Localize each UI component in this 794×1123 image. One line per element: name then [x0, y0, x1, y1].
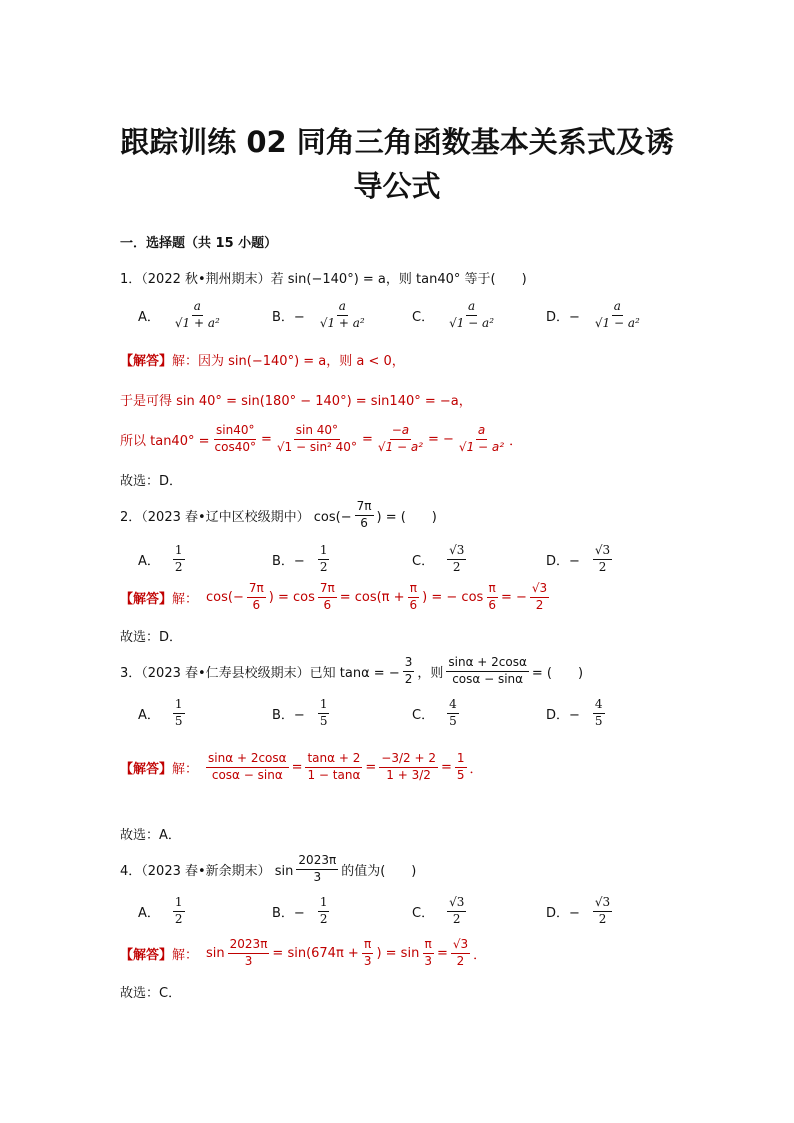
- option-label: D．−: [546, 905, 580, 921]
- q1-solution-line3: [120, 424, 522, 455]
- frac-den: 5: [594, 713, 603, 728]
- frac-num: 1: [173, 896, 185, 912]
- frac-num: √3: [593, 896, 612, 912]
- frac-num: √3: [447, 896, 466, 912]
- frac-den: 2: [319, 559, 328, 574]
- stem-text: ) = ( ): [376, 509, 437, 525]
- page-title-line2: 导公式: [353, 169, 441, 203]
- frac-den: 5: [174, 713, 183, 728]
- frac-num: a: [192, 300, 203, 316]
- frac-num: sin40°: [214, 424, 256, 440]
- frac-num: tanα + 2: [305, 752, 362, 768]
- math-text: =: [436, 945, 448, 961]
- q4-option-a: [138, 896, 188, 927]
- q4-option-c: [412, 896, 469, 927]
- option-label: B．−: [272, 905, 305, 921]
- frac-den: 1 + 3/2: [386, 767, 431, 782]
- frac-num: π: [408, 582, 419, 598]
- frac-num: a: [466, 300, 477, 316]
- frac-den: cosα − sinα: [211, 767, 283, 782]
- frac-num: π: [362, 938, 373, 954]
- solution-prefix: 解：: [172, 761, 199, 777]
- frac-den: √1 − a²: [449, 315, 495, 330]
- q3-solution: [120, 752, 483, 783]
- solution-tag: 【解答】: [120, 947, 173, 963]
- option-label: D．−: [546, 707, 580, 723]
- option-label: B．−: [272, 309, 305, 325]
- frac-num: a: [337, 300, 348, 316]
- option-label: A．: [138, 553, 160, 569]
- option-label: D．−: [546, 553, 580, 569]
- q4-answer: 故选：C．: [120, 986, 182, 1001]
- q1-option-a: [138, 300, 225, 331]
- frac-num: −3/2 + 2: [379, 752, 438, 768]
- stem-text: 3．（2023 春•仁寿县校级期末）已知 tanα = −: [120, 665, 400, 681]
- q4-solution: [120, 938, 486, 969]
- q1-option-d: [546, 300, 645, 331]
- math-text: sin: [206, 945, 225, 961]
- section-heading: 一．选择题（共 15 小题）: [120, 236, 278, 251]
- frac-den: 3: [244, 953, 253, 968]
- q2-option-a: [138, 544, 188, 575]
- frac-den: 2: [452, 911, 461, 926]
- frac-num: 7π: [247, 582, 266, 598]
- solution-tag: 【解答】: [120, 354, 173, 369]
- option-label: D．−: [546, 309, 580, 325]
- math-text: = sin(674π +: [272, 945, 359, 961]
- q4-stem: [120, 854, 416, 885]
- frac-den: √1 − sin² 40°: [276, 439, 357, 454]
- solution-prefix: 解：: [172, 591, 199, 607]
- equals: =: [260, 431, 272, 447]
- q2-option-b: [272, 544, 332, 575]
- q4-option-d: [546, 896, 615, 927]
- equals: =: [291, 759, 303, 775]
- frac-num: 4: [447, 698, 459, 714]
- frac-num: 7π: [318, 582, 337, 598]
- option-label: C．: [412, 309, 435, 325]
- solution-prefix: 解：: [172, 354, 199, 369]
- option-label: C．: [412, 707, 435, 723]
- frac-den: 2: [319, 911, 328, 926]
- frac-den: 2: [598, 559, 607, 574]
- frac-num: 2023π: [296, 854, 338, 870]
- frac-num: sinα + 2cosα: [206, 752, 289, 768]
- frac-num: 3: [403, 656, 415, 672]
- frac-den: 5: [456, 767, 465, 782]
- math-text: ) = cos: [268, 589, 315, 605]
- q2-stem: [120, 500, 437, 531]
- frac-num: √3: [530, 582, 549, 598]
- frac-num: √3: [451, 938, 470, 954]
- frac-num: 1: [318, 698, 330, 714]
- frac-den: √1 − a²: [377, 439, 423, 454]
- frac-den: 2: [456, 953, 465, 968]
- solution-text: 因为 sin(−140°) = a，则 a < 0，: [198, 354, 405, 369]
- math-text: ) = − cos: [422, 589, 484, 605]
- frac-den: 6: [252, 597, 261, 612]
- frac-num: 1: [318, 896, 330, 912]
- equals: =: [361, 431, 373, 447]
- math-text: cos(−: [206, 589, 244, 605]
- frac-den: cos40°: [214, 439, 256, 454]
- q2-option-d: [546, 544, 615, 575]
- frac-den: 2: [174, 559, 183, 574]
- frac-num: sinα + 2cosα: [446, 656, 529, 672]
- q3-option-d: [546, 698, 608, 729]
- frac-num: 7π: [355, 500, 374, 516]
- q1-option-c: [412, 300, 499, 331]
- equals: =: [440, 759, 452, 775]
- q1-solution-line2: 于是可得 sin 40° = sin(180° − 140°) = sin140° = −a，: [120, 394, 472, 409]
- frac-den: √1 − a²: [458, 439, 505, 454]
- q3-option-a: [138, 698, 188, 729]
- frac-den: 6: [409, 597, 418, 612]
- frac-num: √3: [593, 544, 612, 560]
- period: ．: [469, 761, 483, 777]
- option-label: B．−: [272, 553, 305, 569]
- frac-den: 2: [174, 911, 183, 926]
- frac-den: 5: [449, 713, 457, 728]
- page-title-line1: 跟踪训练 02 同角三角函数基本关系式及诱: [120, 125, 674, 159]
- q3-answer: 故选：A．: [120, 828, 181, 843]
- frac-num: 1: [455, 752, 467, 768]
- q1-answer: 故选：D．: [120, 474, 183, 489]
- q2-option-c: [412, 544, 469, 575]
- q3-stem: [120, 656, 583, 687]
- frac-den: 3: [424, 953, 432, 968]
- frac-num: a: [612, 300, 623, 316]
- solution-prefix: 解：: [172, 947, 199, 963]
- equals: =: [365, 759, 377, 775]
- frac-den: 6: [488, 597, 496, 612]
- q2-answer: 故选：D．: [120, 630, 183, 645]
- q1-stem: 1．（2022 秋•荆州期末）若 sin(−140°) = a，则 tan40° 等于( ): [120, 272, 527, 287]
- frac-den: 6: [360, 515, 368, 530]
- frac-num: sin 40°: [294, 424, 340, 440]
- frac-den: √1 − a²: [594, 315, 640, 330]
- frac-den: √1 + a²: [319, 315, 365, 330]
- frac-num: 1: [173, 544, 185, 560]
- math-text: = cos(π +: [339, 589, 405, 605]
- frac-den: 2: [598, 911, 607, 926]
- period: ．: [509, 433, 523, 449]
- stem-text: 的值为( ): [341, 863, 417, 879]
- option-label: A．: [138, 707, 160, 723]
- frac-num: 2023π: [228, 938, 270, 954]
- frac-den: cosα − sinα: [452, 671, 524, 686]
- frac-num: a: [476, 424, 487, 440]
- frac-den: 2: [535, 597, 544, 612]
- stem-text: ，则: [417, 665, 444, 681]
- option-label: C．: [412, 553, 435, 569]
- math-text: = −: [500, 589, 527, 605]
- frac-num: 4: [593, 698, 605, 714]
- frac-den: 2: [452, 559, 461, 574]
- frac-num: π: [487, 582, 498, 598]
- frac-num: √3: [447, 544, 466, 560]
- solution-text: 所以 tan40° =: [120, 433, 210, 449]
- frac-den: 6: [323, 597, 332, 612]
- solution-tag: 【解答】: [120, 591, 173, 607]
- option-label: B．−: [272, 707, 305, 723]
- frac-den: 2: [404, 671, 413, 686]
- stem-text: = ( ): [531, 665, 584, 681]
- frac-num: 1: [318, 544, 330, 560]
- option-label: C．: [412, 905, 435, 921]
- frac-num: −a: [390, 424, 411, 440]
- solution-tag: 【解答】: [120, 761, 173, 777]
- q1-option-b: [272, 300, 370, 331]
- frac-num: π: [423, 938, 434, 954]
- frac-den: 1 − tanα: [307, 767, 361, 782]
- q4-option-b: [272, 896, 332, 927]
- frac-den: 5: [319, 713, 328, 728]
- frac-num: 1: [173, 698, 185, 714]
- stem-text: 4．（2023 春•新余期末） sin: [120, 863, 294, 879]
- option-label: A．: [138, 905, 160, 921]
- frac-den: 3: [313, 869, 322, 884]
- math-text: ) = sin: [376, 945, 420, 961]
- q3-option-c: [412, 698, 462, 729]
- period: ．: [473, 947, 487, 963]
- q3-option-b: [272, 698, 332, 729]
- equals-negative: = −: [428, 431, 454, 447]
- frac-den: √1 + a²: [174, 315, 220, 330]
- q2-solution: [120, 582, 552, 613]
- stem-text: 2．（2023 春•辽中区校级期中） cos(−: [120, 509, 352, 525]
- frac-den: 3: [363, 953, 372, 968]
- q1-solution-line1: [120, 350, 405, 369]
- option-label: A．: [138, 309, 160, 325]
